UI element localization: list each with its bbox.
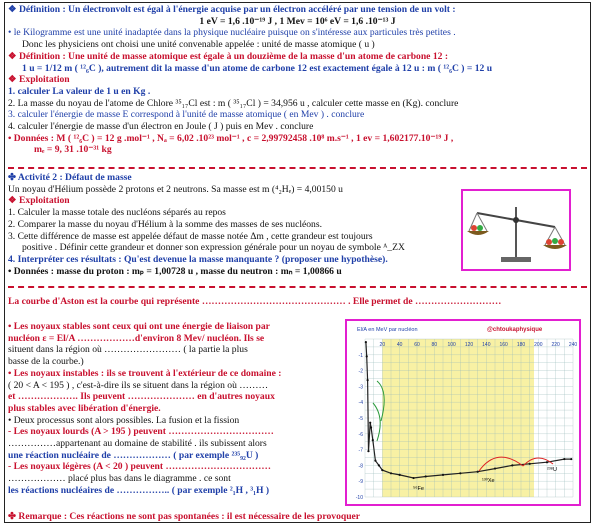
activity2-question-2: 2. Comparer la masse du noyau d'Hélium à la somme des masses de ses nucléons. — [8, 218, 322, 230]
curve-point — [511, 464, 513, 466]
question-4: 4. calculer l'énergie de masse d'un électron en Joule ( J ) puis en Mev . conclure — [8, 121, 314, 133]
curve-point — [367, 450, 369, 452]
activity2-question-3: 3. Cette différence de masse est appelée défaut de masse notée Δm , cette grandeur est toujours — [8, 230, 373, 242]
heavy-nuclei-3: une réaction nucléaire de ……………… ( par exemple ²³⁵₉₂U ) — [8, 449, 259, 461]
balance-scale-illustration — [461, 189, 571, 271]
data-line-1: • Données : M ( ¹²₆C ) = 12 g .mol⁻¹ , Nₐ = 6,02 .10²³ mol⁻¹ , c = 2,99792458 .10⁸ m.s⁻¹ , 1 ev = 1,602177.10⁻¹⁹ J , — [8, 132, 454, 144]
unstable-bullet-4: plus stables avec libération d'énergie. — [8, 402, 161, 414]
kilogram-note: • le Kilogramme est une unité inadaptée dans la physique nucléaire puisque on s'intéresse aux particules très petites . — [8, 27, 456, 39]
uma-formula: 1 u = 1/12 m ( ¹²₆C ), autrement dit la masse d'un atome de carbone 12 est exactement égale à 12 u : m ( ¹²₆C ) = 12 u — [22, 62, 493, 74]
x-tick-label: 160 — [499, 342, 508, 348]
definition-uma: ❖ Définition : Une unité de masse atomique est égale à un douzième de la masse d'un atome de carbone 12 : — [8, 50, 449, 62]
remark-block — [8, 511, 587, 523]
stable-bullet-2: nucléon ε = El/A ………………d'environ 8 Mev/ nucléon. Ils se — [8, 332, 265, 344]
curve-point — [399, 474, 401, 476]
curve-point — [570, 458, 572, 460]
aston-intro-block — [8, 296, 587, 308]
curve-point — [442, 474, 444, 476]
x-tick-label: 80 — [431, 342, 438, 348]
y-tick-label: -4 — [358, 400, 363, 407]
curve-point — [378, 464, 380, 466]
y-tick-label: -10 — [355, 495, 363, 501]
fusion-arrow-2 — [373, 403, 380, 441]
annotation-xe: ¹³⁰Xe — [482, 478, 495, 484]
curve-point — [367, 379, 369, 381]
x-tick-label: 100 — [447, 342, 456, 348]
curve-point — [546, 461, 548, 463]
y-tick-label: -7 — [358, 447, 363, 454]
uma-choice: Donc les physiciens ont choisi une unité convenable appelée : unité de masse atomique ( u ) — [22, 39, 375, 51]
section-divider — [8, 167, 587, 169]
y-tick-label: -1 — [358, 352, 363, 359]
stable-bullet-4: basse de la courbe.) — [8, 356, 84, 368]
balance-icon — [463, 191, 569, 269]
y-tick-label: -2 — [358, 368, 363, 375]
curve-point — [563, 458, 565, 460]
remark-text: ✤ Remarque : Ces réactions ne sont pas spontanées : il est nécessaire de les provoquer — [8, 511, 361, 522]
unstable-bullet-3: et ………………. Ils peuvent ………………… en d'autres noyaux — [8, 391, 275, 403]
activity2-question-3b: positive . Définir cette grandeur et donner son expression générale pour un noyau de symbole ᴬ_ZX — [22, 242, 405, 254]
x-tick-label: 200 — [534, 342, 543, 348]
y-tick-label: -3 — [358, 384, 363, 391]
question-3: 3. calculer l'énergie de masse E correspond à l'unité de masse atomique ( en Mev ) . conclure — [8, 109, 365, 121]
ev-formula: 1 eV = 1,6 .10⁻¹⁹ J , 1 Mev = 10⁶ eV = 1,6 .10⁻¹³ J — [199, 15, 396, 27]
section-divider-2 — [8, 286, 587, 288]
x-tick-label: 120 — [464, 342, 474, 348]
question-1: 1. calculer La valeur de 1 u en Kg . — [8, 85, 151, 97]
activity2-data: • Données : masse du proton : mₚ = 1,00728 u , masse du neutron : mₙ = 1,00866 u — [8, 265, 342, 277]
heavy-nuclei-1: - Les noyaux lourds (A > 195 ) peuvent …………………………… — [8, 426, 274, 438]
curve-point — [425, 475, 427, 477]
definition-ev: ❖ Définition : Un électronvolt est égal à l'énergie acquise par un électron accéléré par une tension de un volt : — [8, 4, 456, 15]
curve-point — [374, 460, 376, 462]
curve-point — [412, 477, 414, 479]
watermark-label: @chtoukaphysique — [487, 327, 543, 333]
exploitation-heading-1: ❖ Exploitation — [8, 74, 70, 86]
light-nuclei-3: les réactions nucléaires de …………….. ( par exemple ²₁H , ³₁H ) — [8, 484, 270, 496]
question-2: 2. La masse du noyau de l'atome de Chlore ³⁵₁₇Cl est : m ( ³⁵₁₇Cl ) = 34,956 u , calculer cette masse en (Kg). conclure — [8, 97, 459, 109]
helium-statement: Un noyau d'Hélium possède 2 protons et 2 neutrons. Sa masse est m (⁴₂Hₑ) = 4,00150 u — [8, 183, 343, 195]
activity-2-title: ✤ Activité 2 : Défaut de masse — [8, 172, 132, 183]
heavy-nuclei-2: ……………appartenant au domaine de stabilité . ils subissent alors — [8, 438, 267, 450]
curve-point — [529, 463, 531, 465]
data-line-2: mₑ = 9, 31 .10⁻³¹ kg — [34, 144, 112, 156]
process-bullet-1: • Deux processus sont alors possibles. La fusion et la fission — [8, 414, 240, 426]
annotation-u: ²³⁸U — [547, 467, 557, 473]
x-tick-label: 240 — [568, 342, 578, 348]
curve-point — [477, 471, 479, 473]
curve-point — [366, 355, 368, 357]
light-nuclei-2: ……………… placé plus bas dans le diagramme . ce sont — [8, 473, 231, 485]
curve-point — [369, 422, 371, 424]
x-tick-label: 220 — [551, 342, 560, 348]
curve-point — [494, 467, 496, 469]
section-electronvolt — [8, 4, 587, 156]
unstable-bullet-1: • Les noyaux instables : ils se trouvent à l'extérieur de ce domaine : — [8, 367, 282, 379]
aston-bullets — [8, 321, 338, 497]
activity2-question-4: 4. Interpréter ces résultats : Qu'est devenue la masse manquante ? (proposer une hypothèse). — [8, 253, 388, 265]
y-tick-label: -8 — [358, 463, 363, 470]
x-tick-label: 40 — [396, 342, 403, 348]
x-tick-label: 20 — [379, 342, 386, 348]
y-tick-label: -6 — [358, 431, 363, 438]
curve-point — [365, 341, 367, 343]
annotation-fe: ⁵⁶Fe — [413, 486, 424, 492]
y-tick-label: -9 — [358, 479, 363, 486]
curve-point — [381, 469, 383, 471]
x-tick-label: 140 — [482, 342, 491, 348]
curve-point — [372, 439, 374, 441]
y-axis-label: El/A en MeV par nucléon — [357, 327, 418, 333]
light-nuclei-1: - Les noyaux légères (A < 20 ) peuvent …………………………… — [8, 461, 271, 473]
x-tick-label: 60 — [414, 342, 420, 348]
activity2-question-1: 1. Calculer la masse totale des nucléons séparés au repos — [8, 207, 226, 219]
aston-intro: La courbe d'Aston est la courbe qui représente ……………………………………… . Elle permet de ……………………… — [8, 296, 502, 307]
curve-point — [370, 426, 372, 428]
curve-point — [459, 472, 461, 474]
unstable-bullet-2: ( 20 < A < 195 ) , c'est-à-dire ils se situent dans la région où ……… — [8, 379, 269, 391]
stable-bullet-1: • Les noyaux stables sont ceux qui ont une énergie de liaison par — [8, 321, 270, 332]
aston-curve-svg — [347, 321, 579, 504]
aston-curve-chart — [345, 319, 581, 506]
exploitation-heading-2: ❖ Exploitation — [8, 195, 70, 207]
worksheet-page — [4, 2, 591, 523]
curve-point — [390, 472, 392, 474]
x-tick-label: 180 — [516, 342, 526, 348]
stable-bullet-3: situent dans la région où …………………… ( la partie la plus — [8, 344, 248, 356]
y-tick-label: -5 — [358, 416, 363, 422]
